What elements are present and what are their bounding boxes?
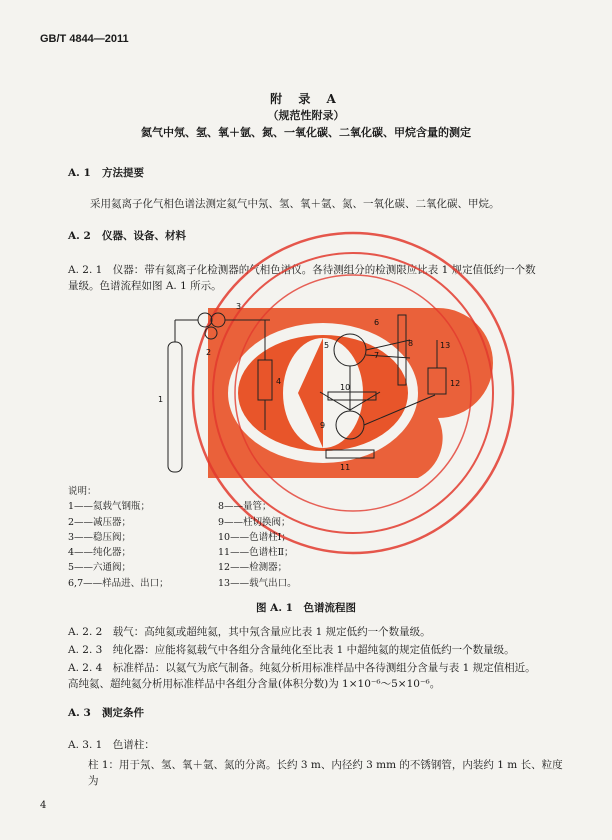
diagram-label: 9: [320, 421, 326, 430]
pressure-regulator: [211, 313, 225, 327]
legend-item: 6,7——样品进、出口；: [68, 577, 169, 589]
diagram-label: 11: [340, 463, 351, 472]
standard-number: GB/T 4844—2011: [40, 33, 129, 45]
flow-diagram: [150, 300, 470, 480]
legend-item: 9——柱切换阀；: [218, 516, 291, 528]
paragraph-line: A. 2. 1 仪器：带有氦离子化检测器的气相色谱仪。各待测组分的检测限应比表 1 规定值低约一个数: [68, 264, 536, 276]
annex-main-title: 氦气中氖、氢、氧＋氩、氮、一氧化碳、二氧化碳、甲烷含量的测定: [141, 126, 471, 139]
diagram-label: 8: [408, 339, 414, 348]
section-title: 仪器、设备、材料: [102, 230, 186, 242]
pressure-reducer: [198, 313, 212, 327]
section-a1-heading: [68, 165, 144, 180]
figure-legend: [68, 484, 297, 591]
section-title: 测定条件: [102, 707, 144, 719]
diagram-label: 2: [206, 348, 212, 357]
legend-item: 10——色谱柱Ⅰ；: [218, 531, 291, 543]
section-number: A. 2: [68, 230, 91, 242]
paragraph-line: A. 2. 4 标准样品：以氦气为底气制备。纯氦分析用标准样品中各待测组分含量与表 1 规定值相近。: [68, 662, 536, 674]
page-number: 4: [40, 800, 47, 811]
annex-subtitle: （规范性附录）: [267, 109, 345, 122]
diagram-label: 12: [450, 379, 461, 388]
sample-loop: [398, 315, 406, 385]
paragraph-line: 高纯氦、超纯氦分析用标准样品中各组分含量(体积分数)为 1×10⁻⁶～5×10⁻⁶。: [68, 678, 441, 690]
diagram-label: 6: [374, 318, 380, 327]
legend-row: [68, 576, 297, 591]
section-number: A. 3: [68, 707, 91, 719]
annex-title: 附 录 A: [270, 92, 342, 106]
diagram-label: 7: [374, 351, 380, 360]
legend-item: 12——检测器；: [218, 562, 288, 574]
diagram-label: 10: [340, 383, 351, 392]
paragraph-col1: 柱 1：用于氖、氢、氧＋氩、氮的分离。长约 3 m、内径约 3 mm 的不锈钢管，内装约 1 m 长、粒度为: [88, 759, 563, 787]
legend-row: [68, 515, 297, 530]
legend-row: [68, 530, 297, 545]
diagram-label: 13: [440, 341, 451, 350]
legend-item: 1——氦载气钢瓶；: [68, 501, 151, 513]
section-a1-text: 采用氦离子化气相色谱法测定氦气中氖、氢、氧＋氩、氮、一氧化碳、二氧化碳、甲烷。: [90, 198, 500, 210]
legend-item: 5——六通阀；: [68, 562, 132, 574]
legend-item: 3——稳压阀；: [68, 531, 132, 543]
six-way-valve: [334, 334, 366, 366]
legend-item: 2——减压器；: [68, 516, 132, 528]
column-switch-valve: [336, 411, 364, 439]
section-a2-heading: [68, 228, 186, 243]
legend-item: 8——量管；: [218, 501, 272, 513]
paragraph-a22: A. 2. 2 载气：高纯氦或超纯氦，其中氖含量应比表 1 规定低约一个数量级。: [68, 626, 431, 638]
section-title: 方法提要: [102, 167, 144, 179]
detector: [428, 368, 446, 394]
legend-item: 13——载气出口。: [218, 577, 297, 589]
paragraph-line: 量级。色谱流程如图 A. 1 所示。: [68, 280, 222, 292]
legend-row: [68, 499, 297, 514]
diagram-label: 3: [236, 302, 242, 311]
diagram-label: 1: [158, 395, 164, 404]
paragraph-a24: [68, 660, 568, 692]
legend-row: [68, 560, 297, 575]
legend-item: 11——色谱柱Ⅱ；: [218, 547, 294, 559]
diagram-label: 5: [324, 341, 330, 350]
diagram-label: 4: [276, 377, 282, 386]
legend-item: 4——纯化器；: [68, 547, 132, 559]
section-a3-heading: [68, 705, 144, 720]
section-number: A. 1: [68, 167, 91, 179]
legend-row: [68, 545, 297, 560]
helium-cylinder: [168, 342, 182, 472]
column-2: [326, 450, 374, 458]
purifier: [258, 360, 272, 400]
legend-title: 说明：: [68, 486, 97, 497]
paragraph-a31: A. 3. 1 色谱柱：: [68, 739, 155, 751]
paragraph-a23: A. 2. 3 纯化器：应能将氦载气中各组分含量纯化至比表 1 中超纯氦的规定值低约一个数量级。: [68, 644, 515, 656]
figure-caption: 图 A. 1 色谱流程图: [256, 602, 356, 614]
